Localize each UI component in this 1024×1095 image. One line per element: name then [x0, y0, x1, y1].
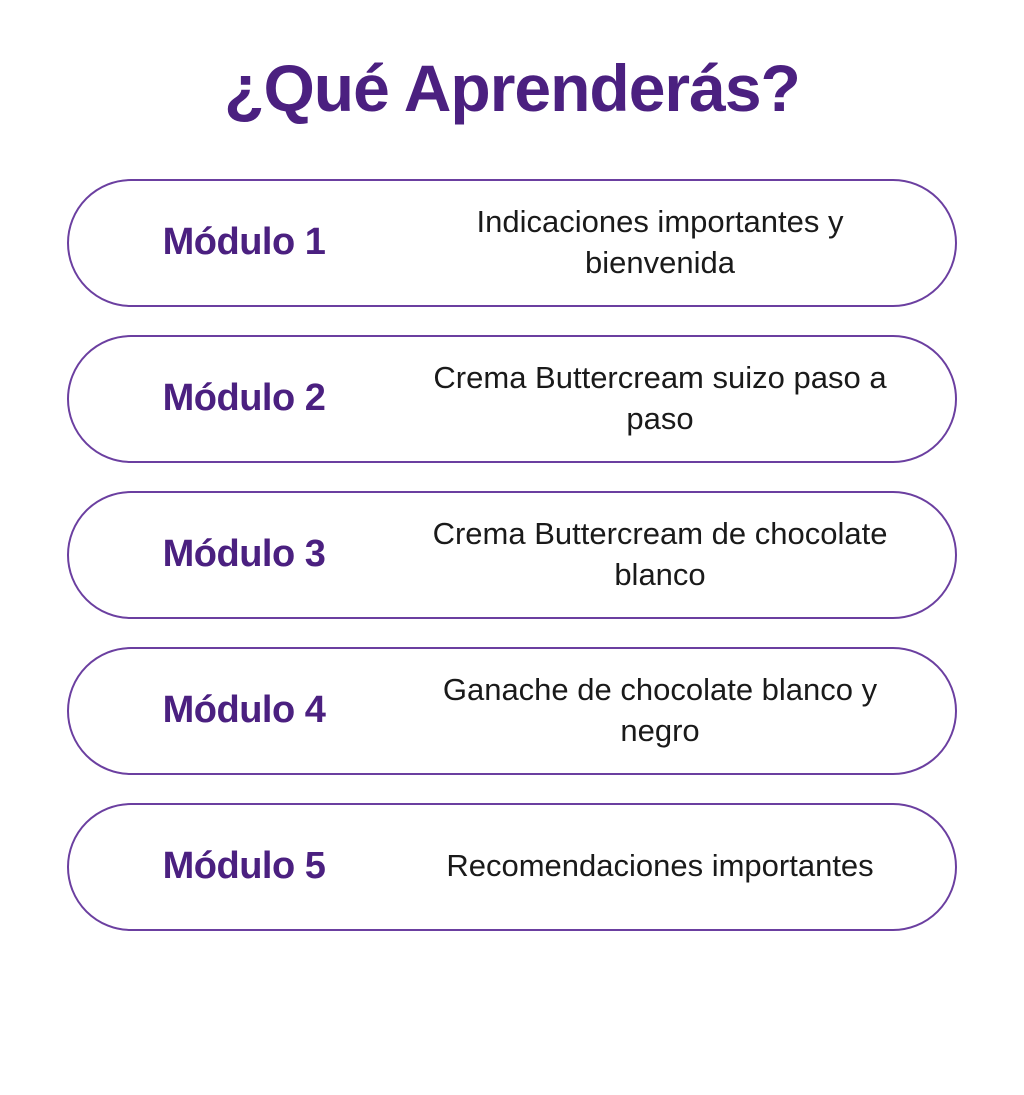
module-description: Crema Buttercream de chocolate blanco: [432, 515, 888, 592]
list-item[interactable]: [67, 491, 957, 619]
module-list: [67, 179, 957, 931]
module-label: Módulo 3: [162, 533, 326, 576]
module-label: Módulo 2: [162, 377, 326, 420]
module-label: Módulo 4: [162, 689, 326, 732]
module-description: Indicaciones importantes y bienvenida: [476, 203, 844, 280]
module-description: Ganache de chocolate blanco y negro: [442, 671, 878, 748]
list-item[interactable]: [67, 179, 957, 307]
page-title: ¿Qué Aprenderás?: [224, 51, 800, 125]
list-item[interactable]: [67, 647, 957, 775]
module-description: Recomendaciones importantes: [446, 848, 874, 884]
list-item[interactable]: [67, 335, 957, 463]
module-description: Crema Buttercream suizo paso a paso: [433, 359, 887, 436]
module-label: Módulo 5: [162, 845, 326, 888]
list-item[interactable]: [67, 803, 957, 931]
module-label: Módulo 1: [162, 221, 326, 264]
